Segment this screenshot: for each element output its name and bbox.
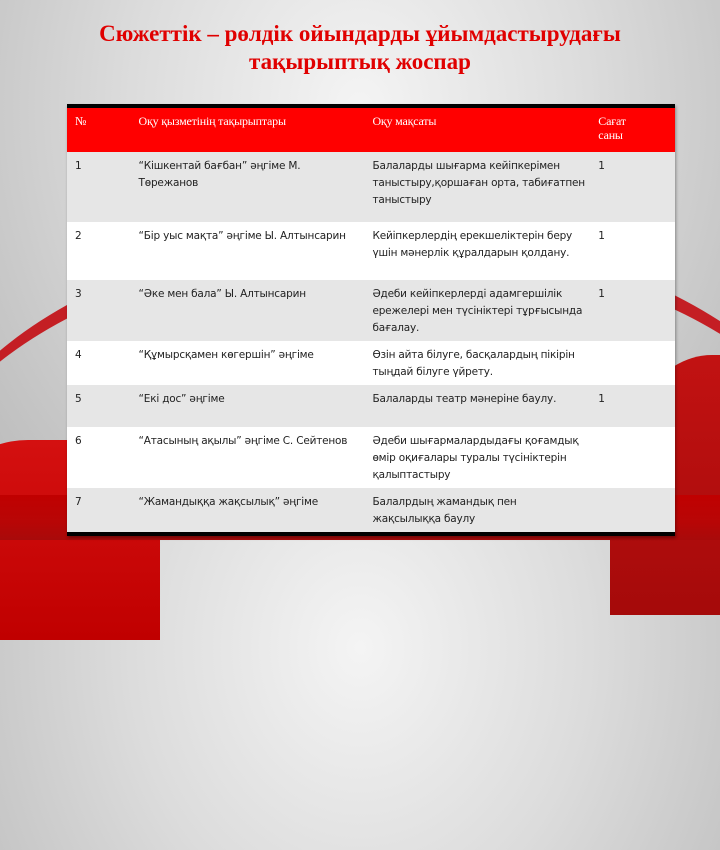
header-hours (592, 108, 675, 152)
cell-hours (592, 427, 675, 488)
cell-goal: Балалрдың жамандық пен жақсылыққа баулу (366, 488, 592, 532)
cell-goal: Кейіпкерлердің ерекшеліктерін беру үшін мәнерлік құралдарын қолдану. (366, 222, 592, 280)
cell-topic: “Екі дос” әңгіме (133, 385, 367, 427)
cell-hours (592, 341, 675, 385)
cell-number: 1 (67, 152, 133, 222)
cell-number: 2 (67, 222, 133, 280)
cell-goal: Балаларды шығарма кейіпкерімен таныстыру,қоршаған орта, табиғатпен таныстыру (366, 152, 592, 222)
thematic-plan-table (67, 104, 675, 536)
cell-topic: “Кішкентай бағбан” әңгіме М. Төрежанов (133, 152, 367, 222)
slide-title-line2: тақырыптық жоспар (249, 49, 471, 74)
cell-goal: Әдеби шығармалардыдағы қоғамдық өмір оқиғалары туралы түсініктерін қалыптастыру (366, 427, 592, 488)
slide-title-line1: Сюжеттік – рөлдік ойындарды ұйымдастырудағы (99, 21, 621, 46)
cell-hours: 1 (592, 385, 675, 427)
cell-hours: 1 (592, 152, 675, 222)
cell-topic: “Бір уыс мақта” әңгіме Ы. Алтынсарин (133, 222, 367, 280)
table-row (67, 427, 675, 488)
table-header-row (67, 108, 675, 152)
table-row (67, 385, 675, 427)
cell-number: 5 (67, 385, 133, 427)
cell-topic: “Құмырсқамен көгершін” әңгіме (133, 341, 367, 385)
cell-number: 3 (67, 280, 133, 341)
cell-goal: Әдеби кейіпкерлерді адамгершілік ережелері мен түсініктері тұрғысында бағалау. (366, 280, 592, 341)
cell-topic: “Әке мен бала” Ы. Алтынсарин (133, 280, 367, 341)
header-hours-line2: саны (598, 128, 623, 142)
header-topic: Оқу қызметінің тақырыптары (133, 108, 367, 152)
table-row (67, 222, 675, 280)
table-row (67, 341, 675, 385)
cell-topic: “Жамандыққа жақсылық” әңгіме (133, 488, 367, 532)
header-goal: Оқу мақсаты (366, 108, 592, 152)
slide-title (80, 20, 640, 76)
cell-hours (592, 488, 675, 532)
cell-topic: “Атасының ақылы” әңгіме С. Сейтенов (133, 427, 367, 488)
cell-hours: 1 (592, 280, 675, 341)
header-number: № (67, 108, 133, 152)
cell-hours: 1 (592, 222, 675, 280)
cell-number: 6 (67, 427, 133, 488)
table-row (67, 488, 675, 532)
cell-goal: Өзін айта білуге, басқалардың пікірін тыңдай білуге үйрету. (366, 341, 592, 385)
header-hours-line1: Сағат (598, 114, 626, 128)
cell-number: 7 (67, 488, 133, 532)
cell-goal: Балаларды театр мәнеріне баулу. (366, 385, 592, 427)
table-row (67, 152, 675, 222)
cell-number: 4 (67, 341, 133, 385)
table-row (67, 280, 675, 341)
